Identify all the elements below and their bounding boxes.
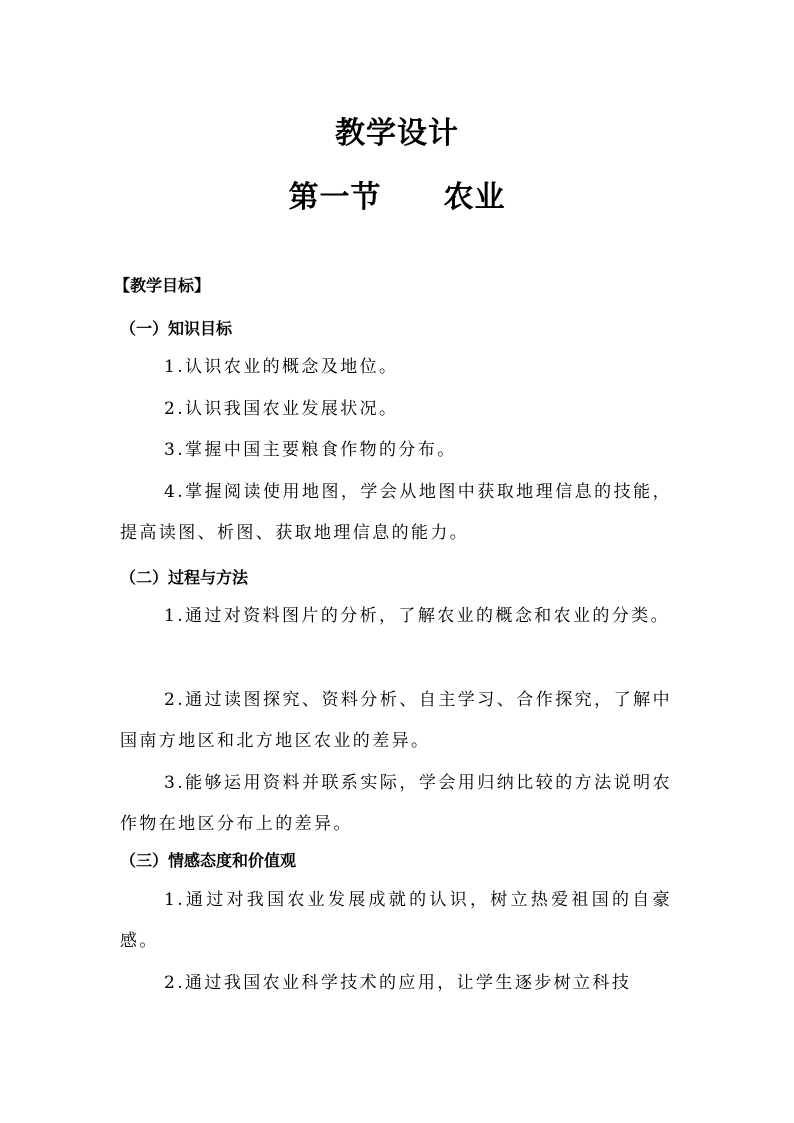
section-number: 第一节 xyxy=(288,180,382,215)
attitude-values-item: 2.通过我国农业科学技术的应用，让学生逐步树立科技 xyxy=(164,973,632,993)
knowledge-objective-item: 1.认识农业的概念及地位。 xyxy=(164,357,399,377)
process-method-item: 1.通过对资料图片的分析，了解农业的概念和农业的分类。 xyxy=(164,606,671,626)
process-method-heading: （二）过程与方法 xyxy=(120,568,249,587)
attitude-values-item: 1.通过对我国农业发展成就的认识，树立热爱祖国的自豪感。 xyxy=(120,890,672,951)
knowledge-objective-item: 4.掌握阅读使用地图，学会从地图中获取地理信息的技能，提高读图、析图、获取地理信息的能力。 xyxy=(120,482,672,543)
teaching-objectives-label: 【教学目标】 xyxy=(114,276,211,295)
attitude-values-heading: （三）情感态度和价值观 xyxy=(120,851,297,870)
section-title xyxy=(0,172,794,216)
document-title: 教学设计 xyxy=(335,116,459,151)
knowledge-objectives-heading: （一）知识目标 xyxy=(120,319,233,338)
process-method-item: 3.能够运用资料并联系实际，学会用归纳比较的方法说明农作物在地区分布上的差异。 xyxy=(120,773,672,834)
section-topic: 农业 xyxy=(443,180,506,215)
knowledge-objective-item: 3.掌握中国主要粮食作物的分布。 xyxy=(164,440,457,460)
knowledge-objective-item: 2.认识我国农业发展状况。 xyxy=(164,399,399,419)
process-method-item: 2.通过读图探究、资料分析、自主学习、合作探究，了解中国南方地区和北方地区农业的差异。 xyxy=(120,690,672,751)
